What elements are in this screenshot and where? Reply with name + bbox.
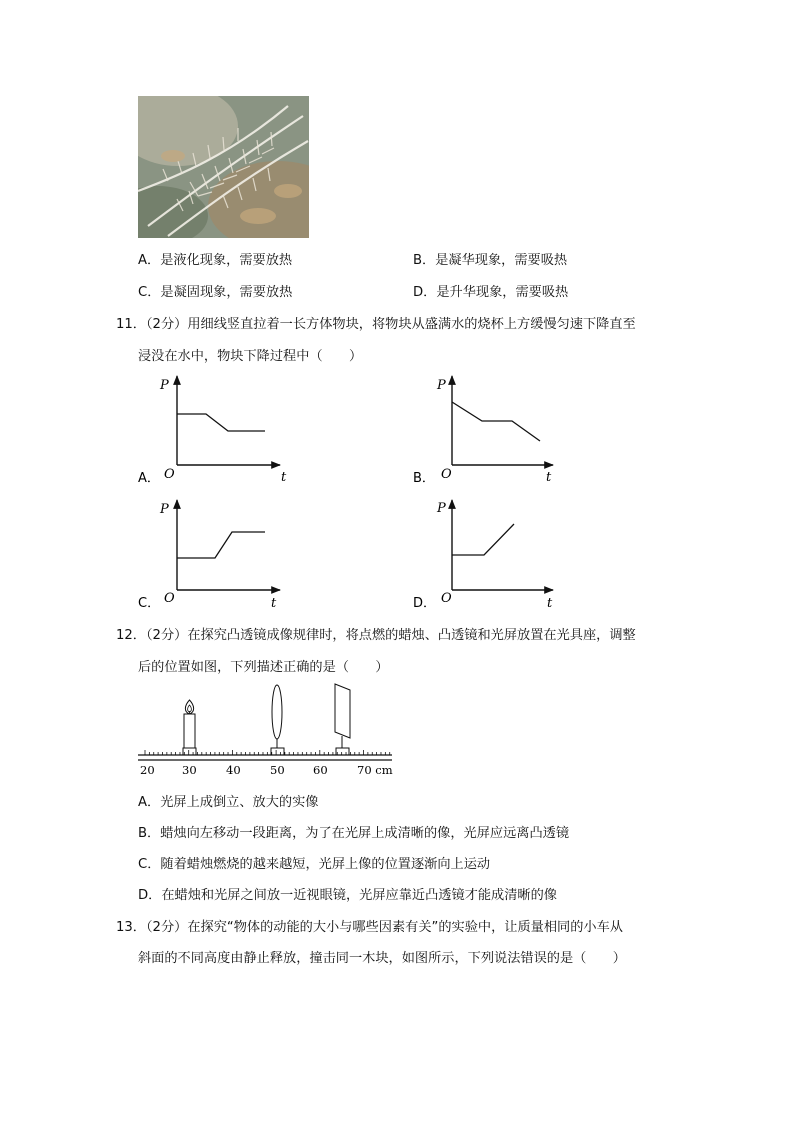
graph-b-option-label: B． [413,471,435,486]
graph-b-x-label: t [546,470,552,485]
graph-c-y-label: P [160,502,169,517]
graph-a-curve [177,414,265,431]
q13-stem-line1: 13．（2分）在探究“物体的动能的大小与哪些因素有关”的实验中，让质量相同的小车从 [116,920,623,935]
graph-d-x-label: t [547,596,553,611]
q12-stem-line1: 12．（2分）在探究凸透镜成像规律时，将点燃的蜡烛、凸透镜和光屏放置在光具座，调整 [116,628,636,643]
q10-option-b: B．是凝华现象，需要吸热 [413,253,568,268]
candle [184,700,195,749]
graph-d-curve [452,524,514,555]
ruler-tick-30: 30 [182,763,197,777]
ruler-tick-60: 60 [313,763,328,777]
graph-b [413,376,553,486]
q12-stem-line2: 后的位置如图，下列描述正确的是（ ） [138,660,389,675]
convex-lens [272,685,282,749]
q12-option-a: A．光屏上成倒立、放大的实像 [138,795,319,810]
q10-option-c: C．是凝固现象，需要放热 [138,285,293,300]
q10-option-a: A．是液化现象，需要放热 [138,253,293,268]
ruler-tick-40: 40 [226,763,241,777]
graph-c-origin: O [164,591,175,606]
graph-a-x-label: t [281,470,287,485]
graph-c-curve [177,532,265,558]
light-screen [335,684,350,749]
ruler [138,750,393,777]
q13-stem-line2: 斜面的不同高度由静止释放，撞击同一木块，如图所示，下列说法错误的是（ ） [138,951,626,966]
graph-a-option-label: A． [138,471,160,486]
graph-a [138,376,287,486]
screen-holder [336,748,349,755]
q12-option-c: C．随着蜡烛燃烧的越来越短，光屏上像的位置逐渐向上运动 [138,857,491,872]
graph-c-x-label: t [271,596,277,611]
graph-d-option-label: D． [413,596,437,611]
graph-a-y-label: P [160,378,169,393]
graph-b-curve [452,402,540,441]
optical-bench-diagram [130,680,410,780]
q11-stem-line1: 11．（2分）用细线竖直拉着一长方体物块，将物块从盛满水的烧杯上方缓慢匀速下降直至 [116,317,636,332]
graph-b-origin: O [441,467,452,482]
graph-c-option-label: C． [138,596,161,611]
graph-a-origin: O [164,467,175,482]
ruler-tick-70: 70 cm [357,763,393,777]
lens-holder [271,748,284,755]
q12-option-d: D．在蜡烛和光屏之间放一近视眼镜，光屏应靠近凸透镜才能成清晰的像 [138,888,557,903]
graph-b-y-label: P [437,378,446,393]
candle-holder [183,748,196,755]
graph-d-y-label: P [437,501,446,516]
graph-d-origin: O [441,591,452,606]
ruler-tick-20: 20 [140,763,155,777]
q10-option-d: D．是升华现象，需要吸热 [413,285,569,300]
graph-d [413,500,553,611]
q12-option-b: B．蜡烛向左移动一段距离，为了在光屏上成清晰的像，光屏应远离凸透镜 [138,826,570,841]
ruler-tick-50: 50 [270,763,285,777]
q11-stem-line2: 浸没在水中，物块下降过程中（ ） [138,349,363,364]
graph-c [138,500,280,611]
